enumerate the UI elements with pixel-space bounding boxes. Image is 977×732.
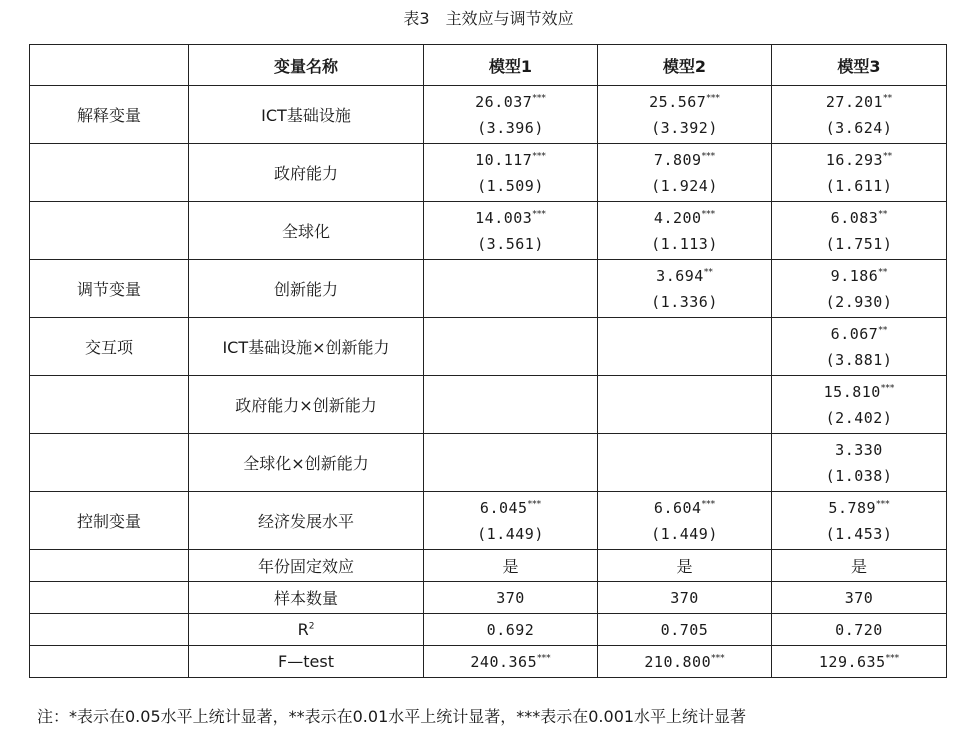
std-error: (1.449) — [651, 524, 718, 543]
stat-value-cell — [772, 582, 947, 614]
table-title: 表3 主效应与调节效应 — [403, 9, 574, 28]
std-error: (2.402) — [825, 408, 893, 427]
coef-value: 4.200 — [653, 208, 702, 227]
table-row — [30, 144, 947, 202]
coef-line — [654, 147, 715, 173]
table-row — [30, 86, 947, 144]
coef-value: 15.810 — [823, 382, 881, 401]
coef-value: 16.293 — [825, 150, 884, 169]
coef-cell — [598, 492, 772, 550]
coef-cell — [424, 260, 598, 318]
coef-cell — [598, 434, 772, 492]
significance-stars: ** — [878, 209, 888, 220]
coef-cell — [772, 202, 947, 260]
stat-value: 370 — [496, 589, 525, 607]
variable-name-cell: 政府能力 — [189, 144, 424, 202]
footnote: 注：*表示在0.05水平上统计显著，**表示在0.01水平上统计显著，***表示在0.001水平上统计显著 — [37, 707, 747, 726]
group-cell: 调节变量 — [30, 260, 189, 318]
coef-cell — [424, 376, 598, 434]
coef-line — [831, 205, 888, 231]
table-body — [30, 45, 947, 678]
std-error: (2.930) — [825, 292, 893, 311]
coef-line — [649, 89, 720, 115]
coef-value: 9.186 — [830, 266, 879, 285]
stat-value: 0.692 — [486, 621, 535, 639]
coef-value: 3.694 — [656, 266, 704, 285]
stat-value: 129.635 — [818, 653, 886, 671]
coef-value: 6.083 — [830, 208, 879, 227]
significance-stars: *** — [701, 209, 716, 220]
coef-cell — [772, 86, 947, 144]
coef-cell — [598, 86, 772, 144]
std-error: (3.881) — [825, 350, 893, 369]
std-error: (1.453) — [825, 524, 893, 543]
group-cell — [30, 614, 189, 646]
coef-stack — [424, 205, 597, 257]
table-row — [30, 202, 947, 260]
coef-value: 27.201 — [825, 92, 884, 111]
header-cell: 模型1 — [424, 45, 598, 86]
significance-stars: ** — [883, 93, 893, 104]
coef-cell — [772, 318, 947, 376]
coef-line — [656, 263, 713, 289]
significance-stars: *** — [532, 151, 546, 162]
coef-stack — [598, 147, 771, 199]
header-cell: 变量名称 — [189, 45, 424, 86]
stat-value-cell — [424, 582, 598, 614]
group-cell — [30, 376, 189, 434]
stat-row — [30, 550, 947, 582]
stat-value: 0.720 — [835, 621, 883, 639]
coef-cell — [424, 86, 598, 144]
coef-stack — [772, 263, 946, 315]
coef-value: 7.809 — [653, 150, 702, 169]
stat-row — [30, 614, 947, 646]
coef-stack — [598, 263, 771, 315]
coef-stack — [772, 205, 946, 257]
results-table — [29, 44, 947, 678]
std-error: (3.561) — [477, 234, 544, 253]
stat-value: 370 — [844, 589, 874, 607]
coef-cell — [598, 144, 772, 202]
coef-cell — [772, 260, 947, 318]
significance-stars: *** — [701, 499, 716, 510]
significance-stars: *** — [527, 499, 542, 510]
group-cell: 控制变量 — [30, 492, 189, 550]
significance-stars: *** — [876, 499, 890, 510]
group-cell — [30, 550, 189, 582]
stat-value-cell — [598, 582, 772, 614]
variable-name-cell: 政府能力×创新能力 — [189, 376, 424, 434]
coef-value: 25.567 — [649, 92, 707, 111]
significance-stars: *** — [537, 653, 551, 664]
stat-name-cell — [189, 614, 424, 646]
variable-name-cell: ICT基础设施 — [189, 86, 424, 144]
coef-line — [828, 495, 889, 521]
group-cell — [30, 144, 189, 202]
std-error: (1.611) — [825, 176, 893, 195]
significance-stars: *** — [885, 653, 900, 664]
coef-line — [475, 89, 546, 115]
group-cell: 交互项 — [30, 318, 189, 376]
table-row — [30, 376, 947, 434]
stat-value-cell — [772, 614, 947, 646]
stat-value-cell — [772, 646, 947, 678]
stat-value-cell — [424, 550, 598, 582]
stat-value-cell — [598, 646, 772, 678]
stat-value-cell — [424, 646, 598, 678]
coef-line — [831, 263, 888, 289]
stat-value-cell — [598, 550, 772, 582]
significance-stars: ** — [878, 267, 888, 278]
variable-name-cell: 创新能力 — [189, 260, 424, 318]
coef-line — [826, 89, 892, 115]
stat-value: 240.365 — [470, 653, 538, 671]
std-error: (1.038) — [825, 466, 893, 485]
coef-value: 6.604 — [653, 498, 702, 517]
coef-cell — [598, 260, 772, 318]
coef-stack — [772, 495, 946, 547]
coef-line — [826, 147, 892, 173]
std-error: (1.924) — [651, 176, 718, 195]
coef-stack — [772, 379, 946, 431]
variable-name-cell: ICT基础设施×创新能力 — [189, 318, 424, 376]
variable-name-cell: 经济发展水平 — [189, 492, 424, 550]
variable-name-cell: 全球化 — [189, 202, 424, 260]
header-cell: 模型3 — [772, 45, 947, 86]
coef-cell — [424, 492, 598, 550]
stat-value-cell — [424, 614, 598, 646]
stat-row — [30, 646, 947, 678]
coef-line — [475, 205, 546, 231]
significance-stars: *** — [532, 93, 546, 104]
coef-stack — [424, 147, 597, 199]
significance-stars: *** — [532, 209, 546, 220]
coef-stack — [424, 495, 597, 547]
coef-cell — [772, 376, 947, 434]
coef-value: 3.330 — [835, 440, 883, 459]
stat-value: 是 — [502, 557, 519, 576]
stat-value: 210.800 — [644, 653, 712, 671]
stat-value-cell — [598, 614, 772, 646]
group-cell: 解释变量 — [30, 86, 189, 144]
coef-stack — [772, 147, 946, 199]
coef-stack — [424, 89, 597, 141]
significance-stars: *** — [880, 383, 895, 394]
stat-name: 年份固定效应 — [257, 557, 354, 576]
stat-value: 370 — [670, 589, 699, 607]
table-row — [30, 318, 947, 376]
stat-name: 样本数量 — [273, 589, 338, 608]
stat-value-cell — [772, 550, 947, 582]
coef-cell — [772, 434, 947, 492]
stat-name-cell — [189, 582, 424, 614]
stat-name: F—test — [278, 652, 334, 671]
coef-cell — [772, 144, 947, 202]
significance-stars: ** — [883, 151, 893, 162]
coef-cell — [598, 202, 772, 260]
coef-cell — [598, 318, 772, 376]
variable-name-cell: 全球化×创新能力 — [189, 434, 424, 492]
coef-line — [835, 437, 883, 463]
coef-cell — [424, 144, 598, 202]
group-cell — [30, 202, 189, 260]
header-cell: 模型2 — [598, 45, 772, 86]
coef-line — [480, 495, 541, 521]
coef-value: 6.067 — [830, 324, 879, 343]
significance-stars: *** — [706, 93, 720, 104]
coef-line — [824, 379, 895, 405]
stat-value: 是 — [850, 557, 867, 576]
stat-superscript: 2 — [308, 621, 315, 632]
stat-name: R — [297, 620, 309, 639]
coef-cell — [424, 202, 598, 260]
std-error: (3.392) — [651, 118, 718, 137]
significance-stars: *** — [701, 151, 716, 162]
coef-value: 14.003 — [475, 208, 533, 227]
stat-name-cell — [189, 646, 424, 678]
coef-value: 5.789 — [828, 498, 877, 517]
coef-cell — [772, 492, 947, 550]
std-error: (1.336) — [651, 292, 718, 311]
stat-row — [30, 582, 947, 614]
coef-line — [475, 147, 546, 173]
coef-cell — [424, 434, 598, 492]
coef-stack — [772, 89, 946, 141]
coef-stack — [598, 205, 771, 257]
coef-value: 26.037 — [475, 92, 533, 111]
std-error: (1.449) — [477, 524, 544, 543]
coef-cell — [598, 376, 772, 434]
coef-stack — [772, 321, 946, 373]
coef-line — [831, 321, 888, 347]
stat-value: 0.705 — [660, 621, 709, 639]
std-error: (1.113) — [651, 234, 718, 253]
header-cell — [30, 45, 189, 86]
table-row — [30, 434, 947, 492]
significance-stars: ** — [878, 325, 888, 336]
stat-name-cell — [189, 550, 424, 582]
group-cell — [30, 434, 189, 492]
std-error: (1.751) — [825, 234, 893, 253]
coef-line — [654, 205, 715, 231]
coef-value: 10.117 — [475, 150, 533, 169]
group-cell — [30, 646, 189, 678]
table-row — [30, 492, 947, 550]
group-cell — [30, 582, 189, 614]
coef-stack — [598, 89, 771, 141]
coef-line — [654, 495, 715, 521]
coef-cell — [424, 318, 598, 376]
coef-value: 6.045 — [479, 498, 528, 517]
coef-stack — [598, 495, 771, 547]
header-row — [30, 45, 947, 86]
coef-stack — [772, 437, 946, 489]
significance-stars: *** — [711, 653, 725, 664]
stat-value: 是 — [676, 557, 693, 576]
std-error: (3.396) — [477, 118, 544, 137]
table-row — [30, 260, 947, 318]
std-error: (3.624) — [825, 118, 893, 137]
significance-stars: ** — [703, 267, 713, 278]
std-error: (1.509) — [477, 176, 544, 195]
